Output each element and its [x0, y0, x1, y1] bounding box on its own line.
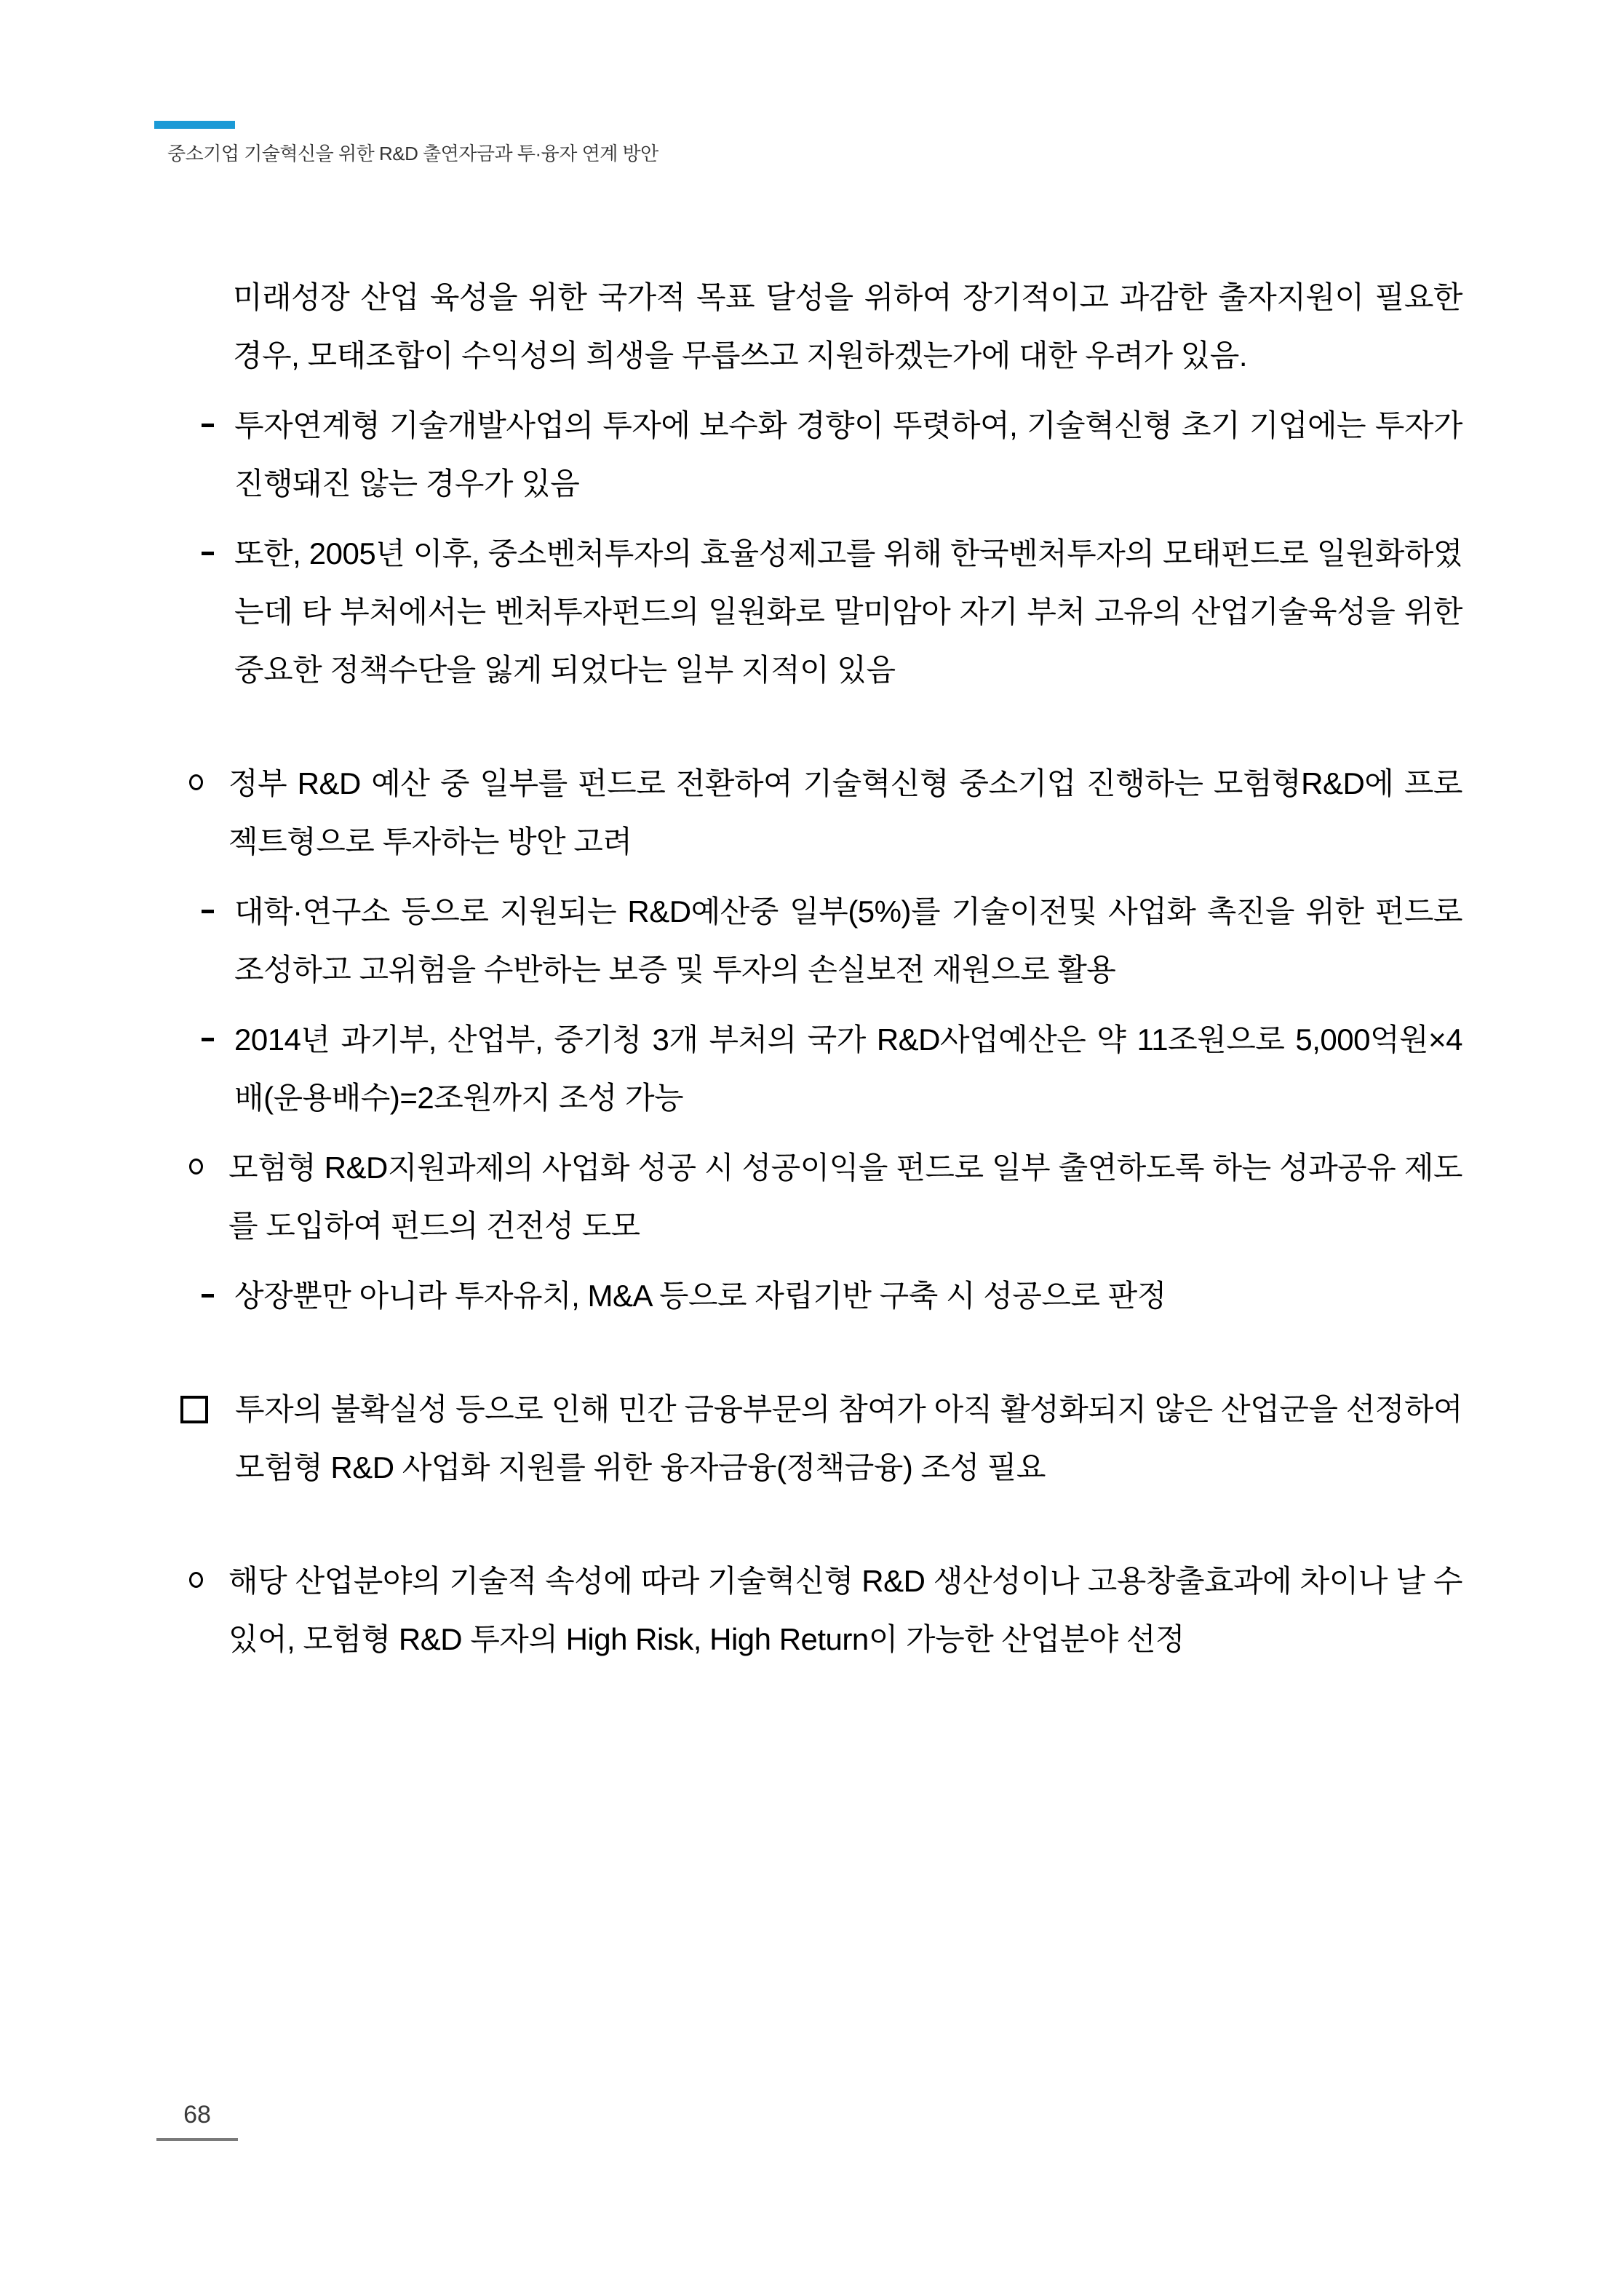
paragraph-text: 또한, 2005년 이후, 중소벤처투자의 효율성제고를 위해 한국벤처투자의 모태펀드로 일원화하였는데 타 부처에서는 벤처투자펀드의 일원화로 말미암아 자기 부처 고유의 산업기술육성을 위한 중요한 정책수단을 잃게 되었다는 일부 지적이 있음: [234, 536, 1462, 687]
page-number: 68: [156, 2100, 238, 2141]
dash-bullet-marker: [202, 1294, 214, 1298]
paragraph: [167, 269, 1462, 385]
dash-bullet-marker: [202, 424, 214, 427]
body-content: [0, 269, 1624, 1680]
circle-bullet-marker: [189, 1159, 203, 1175]
circle-bullet-marker: [189, 774, 203, 790]
paragraph-text: 투자의 불확실성 등으로 인해 민간 금융부문의 참여가 아직 활성화되지 않은 산업군을 선정하여 모험형 R&D 사업화 지원를 위한 융자금융(정책금융) 조성 필요: [235, 1392, 1462, 1485]
dash-bullet-marker: [202, 910, 214, 913]
dash-bullet-marker: [202, 1038, 214, 1041]
paragraph-text: 미래성장 산업 육성을 위한 국가적 목표 달성을 위하여 장기적이고 과감한 출자지원이 필요한 경우, 모태조합이 수익성의 희생을 무릅쓰고 지원하겠는가에 대한 우려가 있음.: [233, 280, 1462, 373]
paragraph-text: 상장뿐만 아니라 투자유치, M&A 등으로 자립기반 구축 시 성공으로 판정: [234, 1279, 1166, 1313]
paragraph-text: 정부 R&D 예산 중 일부를 펀드로 전환하여 기술혁신형 중소기업 진행하는 모험형R&D에 프로젝트형으로 투자하는 방안 고려: [228, 766, 1462, 859]
paragraph: [167, 883, 1462, 999]
running-head-title: 중소기업 기술혁신을 위한 R&D 출연자금과 투·융자 연계 방안: [167, 143, 658, 164]
paragraph-text: 모험형 R&D지원과제의 사업화 성공 시 성공이익을 펀드로 일부 출연하도록 하는 성과공유 제도를 도입하여 펀드의 건전성 도모: [228, 1151, 1462, 1243]
paragraph-text: 2014년 과기부, 산업부, 중기청 3개 부처의 국가 R&D사업예산은 약 11조원으로 5,000억원×4배(운용배수)=2조원까지 조성 가능: [234, 1022, 1462, 1115]
paragraph: [167, 1552, 1462, 1669]
paragraph: [167, 1139, 1462, 1255]
paragraph: [167, 1267, 1462, 1325]
paragraph: [167, 525, 1462, 699]
header-accent-bar: [154, 121, 235, 129]
paragraph-text: 대학·연구소 등으로 지원되는 R&D예산중 일부(5%)를 기술이전및 사업화 촉진을 위한 펀드로 조성하고 고위험을 수반하는 보증 및 투자의 손실보전 재원으로 활용: [234, 894, 1462, 987]
dash-bullet-marker: [202, 552, 214, 555]
circle-bullet-marker: [189, 1572, 203, 1588]
paragraph: [167, 755, 1462, 871]
paragraph-text: 해당 산업분야의 기술적 속성에 따라 기술혁신형 R&D 생산성이나 고용창출효과에 차이나 날 수 있어, 모험형 R&D 투자의 High Risk, High Return이 가능한 산업분야 선정: [228, 1564, 1462, 1656]
paragraph: [167, 397, 1462, 513]
page-header: [154, 121, 1462, 165]
square-bullet-marker: [180, 1396, 208, 1423]
paragraph: [167, 1380, 1462, 1497]
paragraph: [167, 1011, 1462, 1127]
paragraph-text: 투자연계형 기술개발사업의 투자에 보수화 경향이 뚜렷하여, 기술혁신형 초기 기업에는 투자가 진행돼진 않는 경우가 있음: [234, 408, 1462, 501]
